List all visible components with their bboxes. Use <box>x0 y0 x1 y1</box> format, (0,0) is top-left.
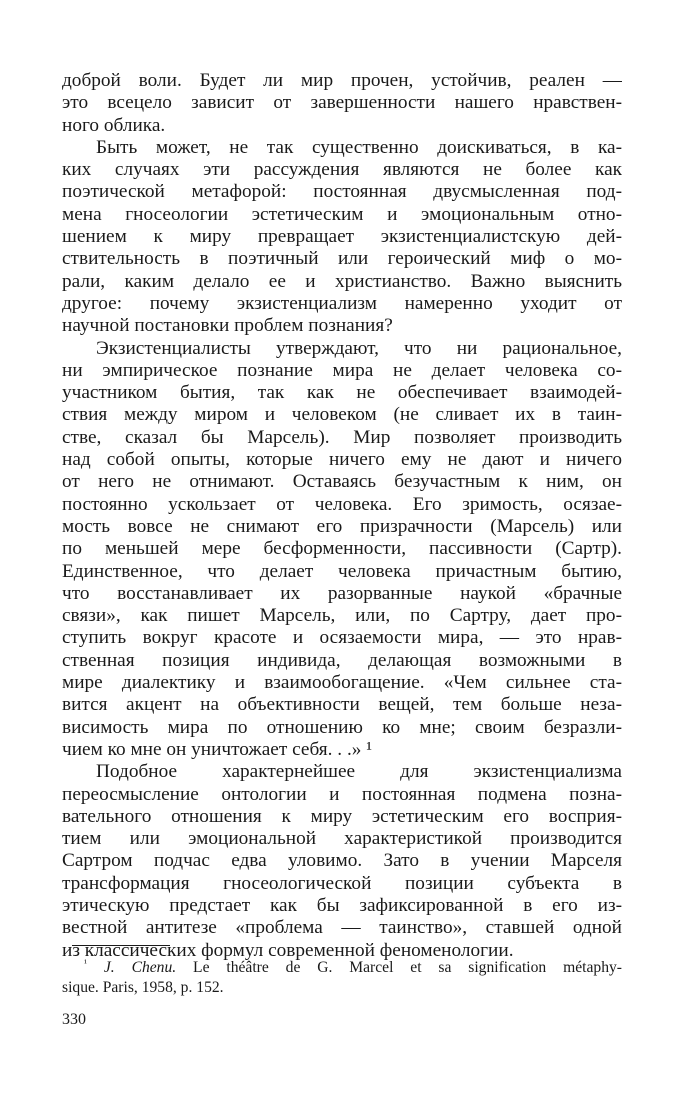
text-line: от него не отнимают. Оставаясь безучастным к ним, он <box>62 471 622 493</box>
text-line: ких случаях эти рассуждения являются не более как <box>62 159 622 181</box>
text-line: участником бытия, так как не обеспечивает взаимодей- <box>62 382 622 404</box>
text-line: чием ко мне он уничтожает себя. . .» ¹ <box>62 738 373 760</box>
main-text <box>62 70 622 962</box>
text-line: научной постановки проблем познания? <box>62 315 393 337</box>
paragraph <box>62 761 622 962</box>
text-line: Быть может, не так существенно доискиваться, в ка- <box>96 136 622 158</box>
footnote-text: Le théâtre de G. Marcel et sa signification métaphy- <box>176 959 622 976</box>
text-line: Сартром подчас едва уловимо. Зато в учении Марселя <box>62 850 622 872</box>
text-line: ствия между миром и человеком (не сливает их в таин- <box>62 404 622 426</box>
text-line: переосмысление онтологии и постоянная подмена позна- <box>62 783 622 805</box>
text-line: ствительность в поэтичный или героический миф о мо- <box>62 248 622 270</box>
text-line: висимость мира по отношению ко мне; своим безразли- <box>62 716 622 738</box>
text-line: постоянно ускользает от человека. Его зримость, осязае- <box>62 493 622 515</box>
text-line: ственная позиция индивида, делающая возможными в <box>62 649 622 671</box>
text-line: Подобное характернейшее для экзистенциализма <box>96 761 622 783</box>
text-line: Экзистенциалисты утверждают, что ни рациональное, <box>96 337 622 359</box>
text-line: мость вовсе не снимают его призрачности (Марсель) или <box>62 515 622 537</box>
footnote <box>62 958 622 998</box>
text-line: вится акцент на объективности вещей, тем больше неза- <box>62 694 622 716</box>
text-line: вательного отношения к миру эстетическим его восприя- <box>62 805 622 827</box>
footnote-author: J. Chenu. <box>103 959 177 976</box>
text-line: другое: почему экзистенциализм намеренно уходит от <box>62 292 622 314</box>
text-line: ни эмпирическое познание мира не делает человека со- <box>62 359 622 381</box>
paragraph <box>62 70 622 137</box>
text-line: ступить вокруг красоте и осязаемости мира, — это нрав- <box>62 627 622 649</box>
footnote-line <box>62 958 622 978</box>
text-line: над собой опыты, которые ничего ему не дают и ничего <box>62 449 622 471</box>
paragraph <box>62 338 622 762</box>
footnote-line: sique. Paris, 1958, p. 152. <box>62 979 224 996</box>
text-line: Единственное, что делает человека причастным бытию, <box>62 560 622 582</box>
text-line: тием или эмоциональной характеристикой производится <box>62 828 622 850</box>
text-line: по меньшей мере бесформенности, пассивности (Сартр). <box>62 538 622 560</box>
text-line: рали, каким делало ее и христианство. Важно выяснить <box>62 270 622 292</box>
footnote-divider <box>72 945 170 946</box>
text-line: связи», как пишет Марсель, или, по Сартру, дает про- <box>62 605 622 627</box>
text-line: вестной антитезе «проблема — таинство», ставшей одной <box>62 917 622 939</box>
paragraph <box>62 137 622 338</box>
page-number: 330 <box>62 1011 86 1028</box>
text-line: доброй воли. Будет ли мир прочен, устойчив, реален — <box>62 70 622 91</box>
text-line: что восстанавливает их разорванные наукой «брачные <box>62 582 622 604</box>
text-line: мена гносеологии эстетическим и эмоциональным отно- <box>62 203 622 225</box>
footnote-mark: ¹ <box>84 958 87 969</box>
text-line: шением к миру превращает экзистенциалистскую дей- <box>62 226 622 248</box>
text-line: мире диалектику и взаимообогащение. «Чем сильнее ста- <box>62 672 622 694</box>
text-line: трансформация гносеологической позиции субъекта в <box>62 872 622 894</box>
text-line: это всецело зависит от завершенности нашего нравствен- <box>62 92 622 114</box>
text-line: ного облика. <box>62 114 166 136</box>
text-line: из классических формул современной феноменологии. <box>62 939 514 961</box>
text-line: стве, сказал бы Марсель). Мир позволяет производить <box>62 426 622 448</box>
text-line: этическую предстает как бы зафиксированной в его из- <box>62 894 622 916</box>
text-line: поэтической метафорой: постоянная двусмысленная под- <box>62 181 622 203</box>
